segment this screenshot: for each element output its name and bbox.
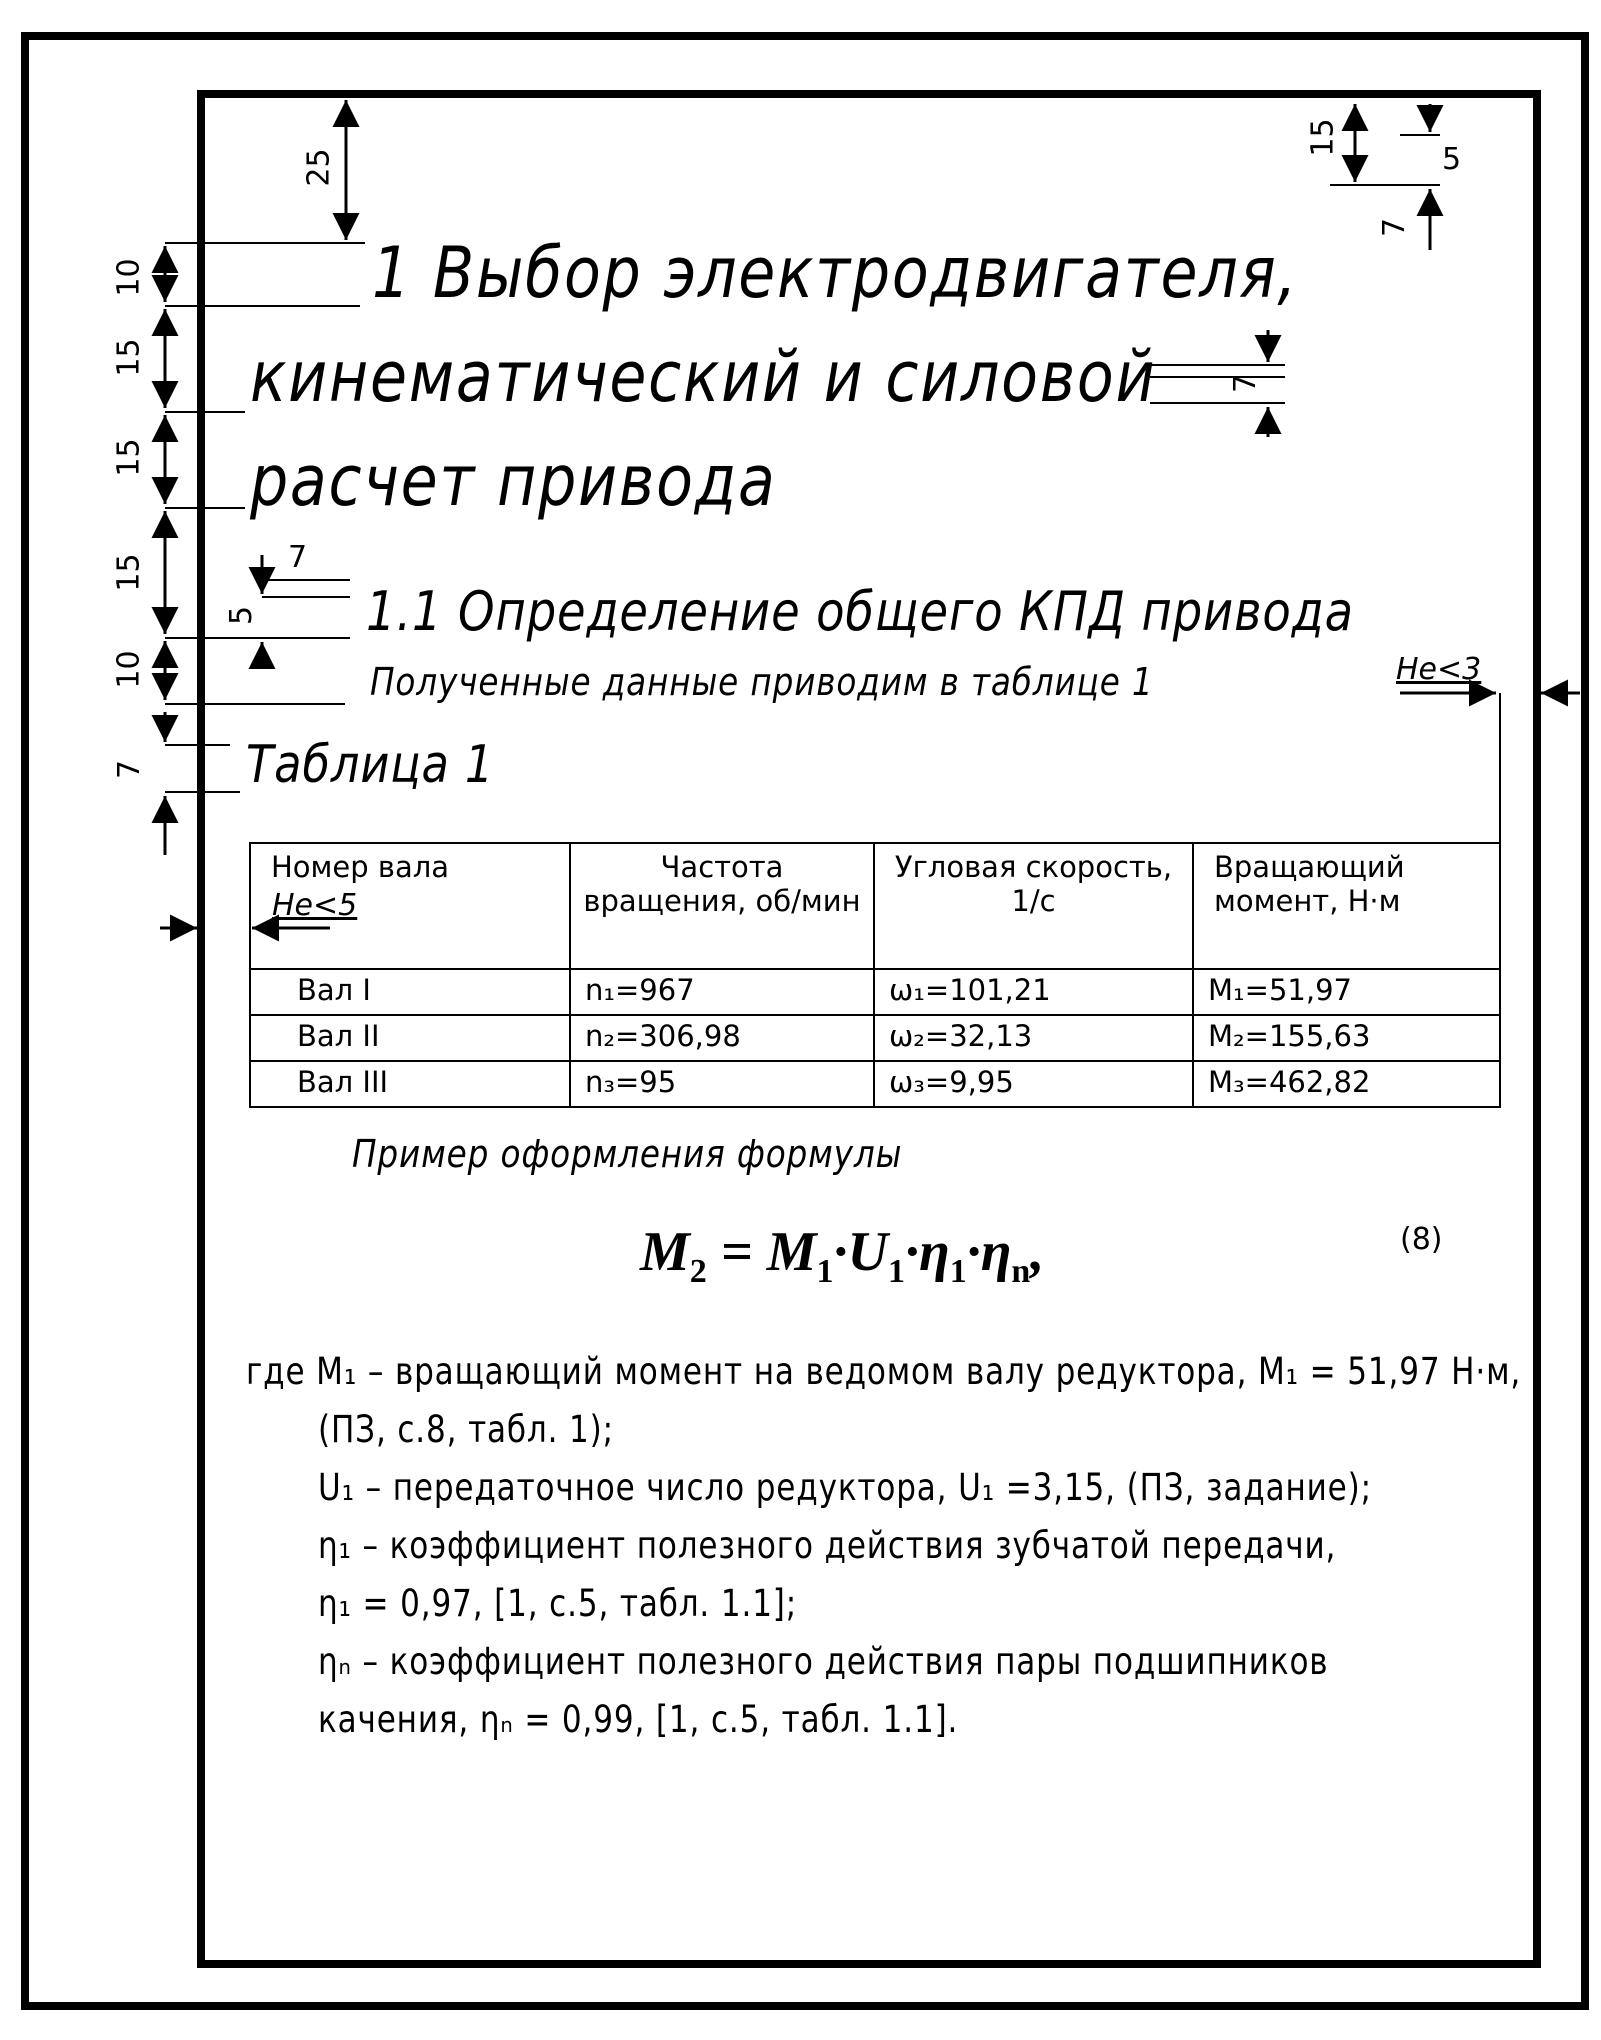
data-table [249,842,1501,1108]
table-row [250,969,1500,1015]
where-line-4: η₁ – коэффициент полезного действия зубчатой передачи, [318,1524,1337,1567]
dim-label-15-topright: 15 [1305,118,1341,157]
cell-shaft: Вал III [250,1061,570,1107]
dim-label-25: 25 [301,148,337,187]
cell-shaft: Вал II [250,1015,570,1061]
dim-label-10-bottom: 10 [111,650,147,689]
dim-label-10-top: 10 [111,258,147,297]
dim-label-7-left: 7 [112,759,148,780]
cell-frequency: n₂=306,98 [570,1015,874,1061]
cell-torque: M₁=51,97 [1193,969,1500,1015]
where-line-7: качения, ηₙ = 0,99, [1, с.5, табл. 1.1]. [318,1698,959,1741]
formula-number: (8) [1400,1222,1443,1257]
table-title: Таблица 1 [246,735,495,795]
dim-label-ne5: Не<5 [272,888,358,923]
dim-label-5-topright: 5 [1442,142,1462,177]
heading-line-3: расчет привода [250,440,777,522]
header-torque: Вращающий момент, Н·м [1193,843,1500,969]
dim-label-7-right: 7 [1228,373,1264,394]
cell-angular-speed: ω₁=101,21 [874,969,1193,1015]
cell-angular-speed: ω₃=9,95 [874,1061,1193,1107]
where-line-2: (ПЗ, с.8, табл. 1); [318,1408,614,1451]
dim-label-7-topright: 7 [1377,217,1413,238]
header-shaft-number: Номер вала [250,843,570,969]
intro-text: Полученные данные приводим в таблице 1 [370,660,1154,704]
cell-frequency: n₃=95 [570,1061,874,1107]
dim-label-5-sub: 5 [224,605,260,626]
formula-caption: Пример оформления формулы [352,1132,903,1176]
where-line-1: где M₁ – вращающий момент на ведомом валу редуктора, M₁ = 51,97 Н·м, [246,1350,1522,1393]
table-row [250,1015,1500,1061]
header-rotation-frequency: Частота вращения, об/мин [570,843,874,969]
heading-line-2: кинематический и силовой [250,336,1157,418]
cell-torque: M₃=462,82 [1193,1061,1500,1107]
subheading: 1.1 Определение общего КПД привода [366,580,1354,643]
cell-frequency: n₁=967 [570,969,874,1015]
dim-label-15-c: 15 [111,553,147,592]
cell-angular-speed: ω₂=32,13 [874,1015,1193,1061]
cell-torque: M₂=155,63 [1193,1015,1500,1061]
dim-label-ne3: Не<3 [1396,652,1482,687]
cell-shaft: Вал I [250,969,570,1015]
dim-label-7-sub: 7 [288,540,308,575]
formula: $M_2 = M_1\cdot U_1\cdot\eta_1\cdot\eta_n$, [640,1221,1045,1291]
where-line-3: U₁ – передаточное число редуктора, U₁ =3,15, (ПЗ, задание); [318,1466,1372,1509]
where-line-5: η₁ = 0,97, [1, с.5, табл. 1.1]; [318,1582,798,1625]
header-angular-speed: Угловая скорость, 1/с [874,843,1193,969]
table-row [250,1061,1500,1107]
dim-label-15-b: 15 [111,438,147,477]
table-header-row [250,843,1500,969]
dim-label-15-a: 15 [111,338,147,377]
heading-line-1: 1 Выбор электродвигателя, [372,232,1299,314]
where-line-6: ηₙ – коэффициент полезного действия пары подшипников [318,1640,1329,1683]
